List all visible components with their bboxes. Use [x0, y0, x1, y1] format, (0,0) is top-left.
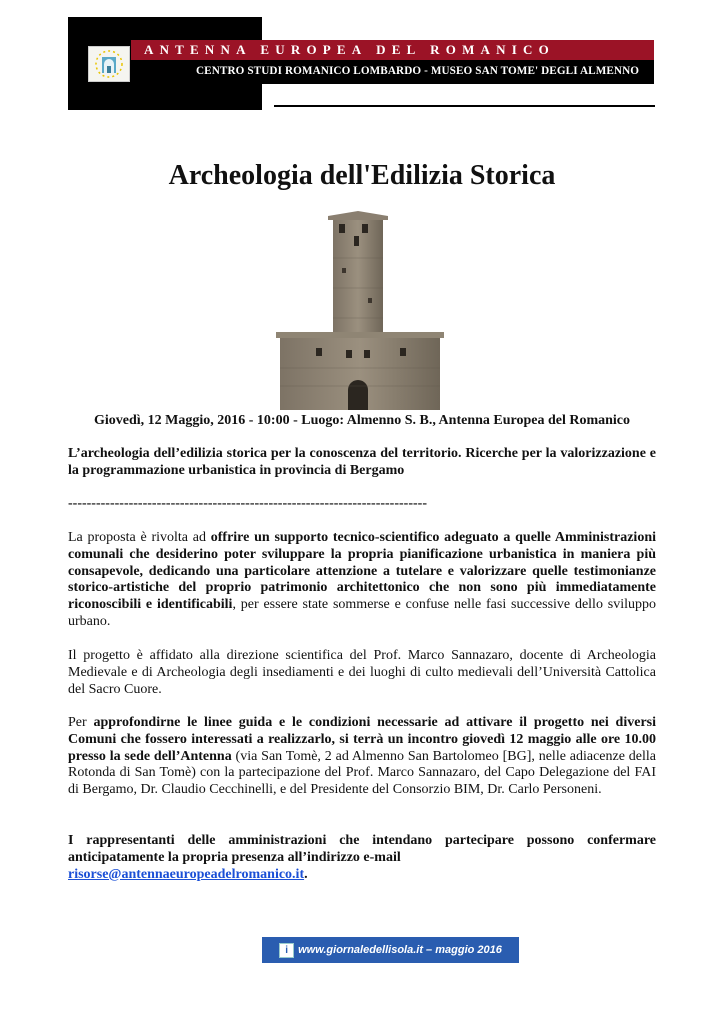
email-link[interactable]: risorse@antennaeuropeadelromanico.it — [68, 866, 305, 882]
paragraph-confirm — [68, 833, 656, 883]
meeting-emphasis: approfondirne le linee guida e le condizioni necessarie ad attivare il progetto nei diversi Comuni che fossero interessati a realizzarlo, si terrà un incontro giovedì 12 maggio alle ore 10.00 presso la sede dell’Antenna — [68, 715, 656, 764]
page-title: Archeologia dell'Edilizia Storica — [168, 160, 556, 191]
footer-banner — [262, 937, 519, 963]
proposal-end: , per essere state sommerse e confuse nelle fasi successive dello sviluppo urbano. — [68, 597, 657, 629]
confirm-text: I rappresentanti delle amministrazioni che intendano partecipare possono confermare anticipatamente la propria presenza all’indirizzo e-mail — [68, 833, 656, 865]
header-title: ANTENNA EUROPEA DEL ROMANICO — [144, 42, 555, 57]
paragraph-direction: Il progetto è affidato alla direzione scientifica del Prof. Marco Sannazaro, docente di Archeologia Medievale e di Archeologia degli insediamenti e dei luoghi di culto medievali dell’Università Cattolica del Sacro Cuore. — [68, 648, 656, 697]
confirm-end: . — [304, 866, 308, 882]
proposal-intro: La proposta è rivolta ad — [68, 530, 211, 545]
site-logo-icon: i — [279, 943, 294, 958]
footer-text: www.giornaledellisola.it – maggio 2016 — [298, 944, 502, 956]
antenna-logo-icon — [88, 46, 130, 82]
meeting-intro: Per — [68, 715, 94, 730]
header-subtitle: CENTRO STUDI ROMANICO LOMBARDO - MUSEO SAN TOME' DEGLI ALMENNO — [196, 65, 640, 77]
paragraph-proposal — [68, 530, 656, 631]
meeting-details: (via San Tomè, 2 ad Almenno San Bartolomeo [BG], nelle adiacenze della Rotonda di San Tomè) con la partecipazione del Prof. Marco Sannazaro, del Capo Delegazione del FAI di Bergamo, Dr. Claudio Cecchinelli, e del Presidente del Consorzio BIM, Dr. Carlo Personeni. — [68, 748, 656, 798]
separator: ----------------------------------------------------------------------------- — [68, 496, 427, 511]
paragraph-meeting — [68, 715, 656, 799]
event-details: Giovedì, 12 Maggio, 2016 - 10:00 - Luogo: Almenno S. B., Antenna Europea del Romanico — [93, 413, 631, 428]
document-subtitle: L’archeologia dell’edilizia storica per la conoscenza del territorio. Ricerche per la valorizzazione e la programmazione urbanistica in provincia di Bergamo — [68, 446, 656, 478]
tower-photo — [276, 208, 444, 410]
header-rule — [274, 105, 655, 107]
proposal-emphasis: offrire un supporto tecnico-scientifico adeguato a quelle Amministrazioni comunali che desiderino poter sviluppare la propria pianificazione urbanistica in maniera più consapevole, dedicando una particolare attenzione a tutelare e valorizzare quelle testimonianze storico-artistiche del proprio patrimonio architettonico che non sono più immediatamente riconoscibili e identificabili — [68, 530, 656, 613]
